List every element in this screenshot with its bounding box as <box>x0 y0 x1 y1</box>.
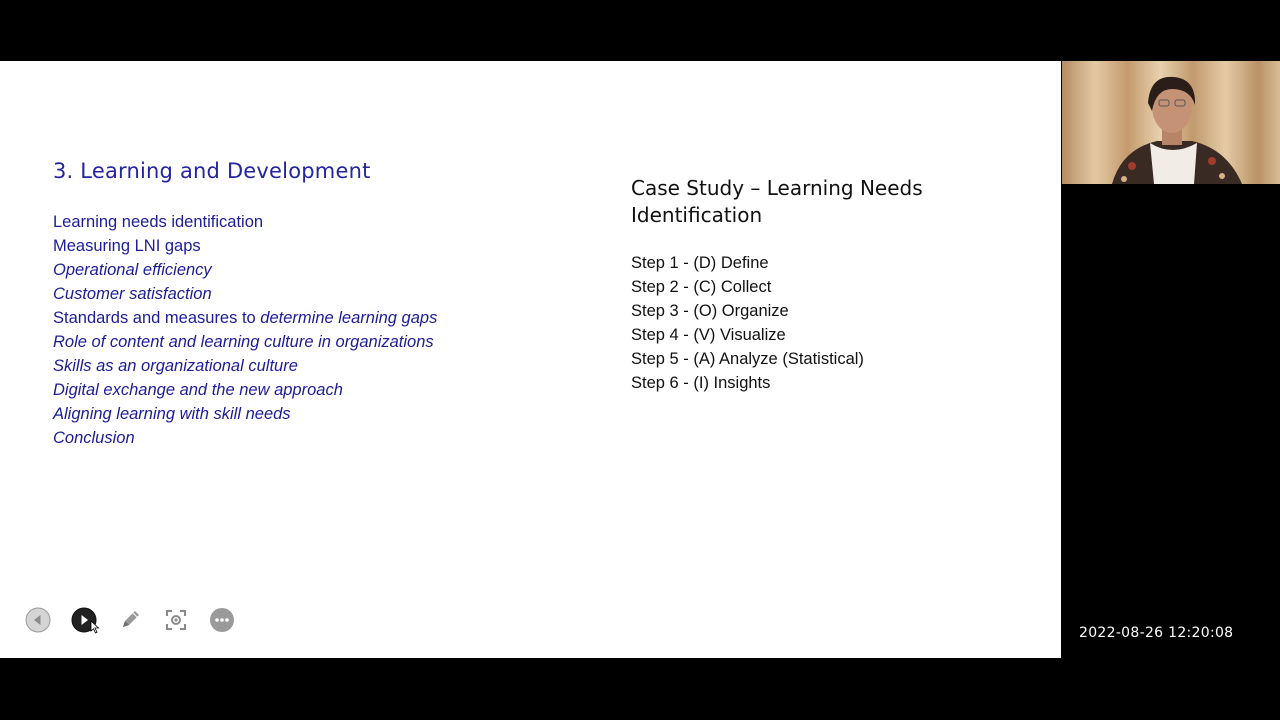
zoom-button[interactable] <box>163 607 189 633</box>
presenter-video-image <box>1062 61 1280 184</box>
topic-item: Role of content and learning culture in organizations <box>53 333 434 351</box>
step-item: Step 2 - (C) Collect <box>631 278 772 296</box>
step-item: Step 3 - (O) Organize <box>631 302 789 320</box>
step-item: Step 6 - (I) Insights <box>631 374 771 392</box>
presentation-slide <box>0 61 1061 658</box>
pen-tool-button[interactable] <box>117 607 143 633</box>
topic-item: Conclusion <box>53 429 135 447</box>
topic-item: Skills as an organizational culture <box>53 357 298 375</box>
recording-timestamp: 2022-08-26 12:20:08 <box>1079 625 1234 641</box>
step-item: Step 5 - (A) Analyze (Statistical) <box>631 350 864 368</box>
topic-item: Digital exchange and the new approach <box>53 381 343 399</box>
topic-item: Customer satisfaction <box>53 285 212 303</box>
topic-item: Learning needs identification <box>53 213 264 231</box>
ellipsis-icon <box>209 607 235 633</box>
previous-slide-button[interactable] <box>25 607 51 633</box>
topic-item: Standards and measures to determine learning gaps <box>53 309 438 327</box>
topic-item: Measuring LNI gaps <box>53 237 201 255</box>
topic-item: Aligning learning with skill needs <box>53 405 291 423</box>
step-item: Step 1 - (D) Define <box>631 254 769 272</box>
pencil-icon <box>117 607 143 633</box>
magnify-focus-icon <box>163 607 189 633</box>
presenter-webcam <box>1062 61 1280 184</box>
step-list <box>631 251 864 395</box>
case-study-title: Case Study – Learning Needs Identification <box>631 176 923 227</box>
more-options-button[interactable] <box>209 607 235 633</box>
topic-item: Operational efficiency <box>53 261 212 279</box>
section-title: 3. Learning and Development <box>53 159 371 183</box>
arrow-left-icon <box>25 607 51 633</box>
step-item: Step 4 - (V) Visualize <box>631 326 786 344</box>
mouse-cursor-icon <box>90 620 100 634</box>
slideshow-controls <box>25 607 255 633</box>
topic-list <box>53 210 437 450</box>
